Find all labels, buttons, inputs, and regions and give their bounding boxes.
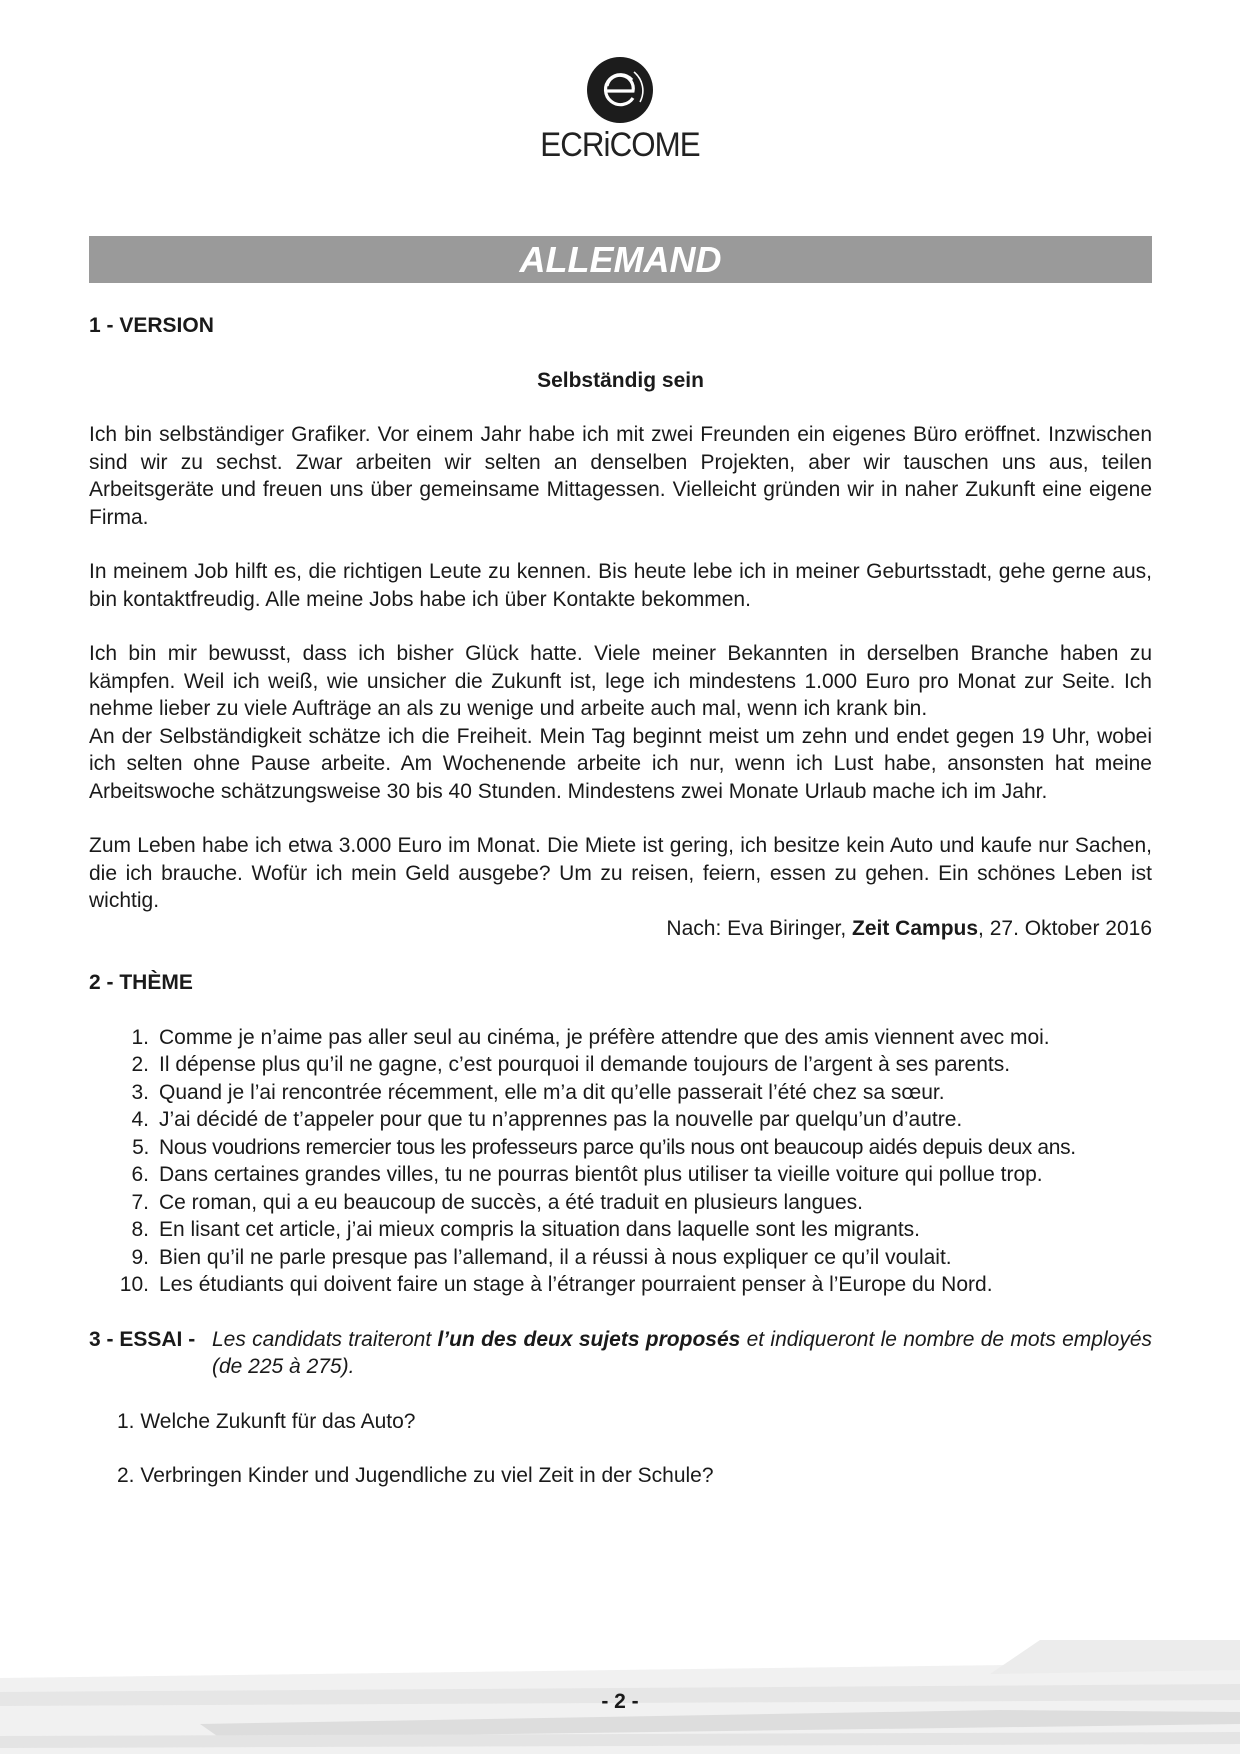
- list-item: 9. Bien qu’il ne parle presque pas l’allemand, il a réussi à nous expliquer ce qu’il voulait.: [131, 1245, 952, 1269]
- text-title: Selbständig sein: [537, 368, 704, 392]
- paragraph: Zum Leben habe ich etwa 3.000 Euro im Monat. Die Miete ist gering, ich besitze kein Auto und kaufe nur Sachen, die ich brauche. Wofür ich mein Geld ausgebe? Um zu reisen, feiern, essen zu gehen. Ein schönes Leben ist wichtig.: [89, 834, 1152, 912]
- source-publication: Zeit Campus: [852, 916, 979, 940]
- essay-topic: 2. Verbringen Kinder und Jugendliche zu viel Zeit in der Schule?: [117, 1464, 714, 1487]
- page-title: ALLEMAND: [89, 236, 1152, 283]
- section-version-heading: 1 - VERSION: [89, 314, 214, 337]
- list-item: 1. Comme je n’aime pas aller seul au cinéma, je préfère attendre que des amis viennent avec moi.: [131, 1025, 1050, 1049]
- list-item: 2. Il dépense plus qu’il ne gagne, c’est pourquoi il demande toujours de l’argent à ses parents.: [131, 1053, 1011, 1076]
- paragraph: Ich bin mir bewusst, dass ich bisher Glück hatte. Viele meiner Bekannten in derselben Branche haben zu kämpfen. Weil ich weiß, wie unsicher die Zukunft ist, lege ich mindestens 1.000 Euro pro Monat zur Seite. Ich nehme lieber zu viele Aufträge an als zu wenige und arbeite auch mal, wenn ich krank bin.: [89, 642, 1152, 720]
- section-essai-label: 3 - ESSAI -: [89, 1327, 196, 1351]
- list-item: 8. En lisant cet article, j’ai mieux compris la situation dans laquelle sont les migrants.: [131, 1218, 921, 1241]
- theme-list: [89, 1024, 1152, 1299]
- list-item: 4. J’ai décidé de t’appeler pour que tu n’apprennes pas la nouvelle par quelqu’un d’autre.: [131, 1108, 963, 1131]
- list-item: 3. Quand je l’ai rencontrée récemment, elle m’a dit qu’elle passerait l’été chez sa sœur.: [131, 1080, 945, 1104]
- essay-instructions: 3 - ESSAI - Les candidats traiteront l’un des deux sujets proposés et indiqueront le nombre de mots employés (de 225 à 275).: [89, 1327, 1152, 1378]
- list-item: 7. Ce roman, qui a eu beaucoup de succès, a été traduit en plusieurs langues.: [131, 1190, 863, 1214]
- logo: [0, 56, 1240, 165]
- list-item: 5. Nous voudrions remercier tous les professeurs parce qu’ils nous ont beaucoup aidés depuis deux ans.: [132, 1135, 1076, 1159]
- section-theme-heading: 2 - THÈME: [89, 971, 193, 994]
- essay-topic: 1. Welche Zukunft für das Auto?: [117, 1409, 416, 1433]
- paragraph: Ich bin selbständiger Grafiker. Vor einem Jahr habe ich mit zwei Freunden ein eigenes Büro eröffnet. Inzwischen sind wir zu sechst. Zwar arbeiten wir selten an denselben Projekten, aber wir tauschen uns aus, teilen Arbeitsgeräte und freuen uns über gemeinsame Mittagessen. Vielleicht gründen wir in naher Zukunft eine eigene Firma.: [89, 423, 1152, 529]
- page-number: - 2 -: [601, 1690, 639, 1713]
- paragraph: An der Selbständigkeit schätze ich die Freiheit. Mein Tag beginnt meist um zehn und endet gegen 19 Uhr, wobei ich selten ohne Pause arbeite. Am Wochenende arbeite ich nur, wenn ich Lust habe, ansonsten hat meine Arbeitswoche schätzungsweise 30 bis 40 Stunden. Mindestens zwei Monate Urlaub mache ich im Jahr.: [89, 724, 1152, 803]
- paragraph: In meinem Job hilft es, die richtigen Leute zu kennen. Bis heute lebe ich in meiner Geburtsstadt, gehe gerne aus, bin kontaktfreudig. Alle meine Jobs habe ich über Kontakte bekommen.: [89, 560, 1152, 611]
- list-item: 10. Les étudiants qui doivent faire un stage à l’étranger pourraient penser à l’Europe du Nord.: [119, 1273, 993, 1296]
- logo-wordmark: ECRiCOME: [540, 126, 700, 164]
- list-item: 6. Dans certaines grandes villes, tu ne pourras bientôt plus utiliser ta vieille voiture qui pollue trop.: [131, 1163, 1043, 1186]
- source-citation: Nach: Eva Biringer, Zeit Campus, 27. Oktober 2016: [666, 916, 1152, 940]
- e-logo-icon: [586, 56, 654, 124]
- main-content: [89, 312, 1152, 1490]
